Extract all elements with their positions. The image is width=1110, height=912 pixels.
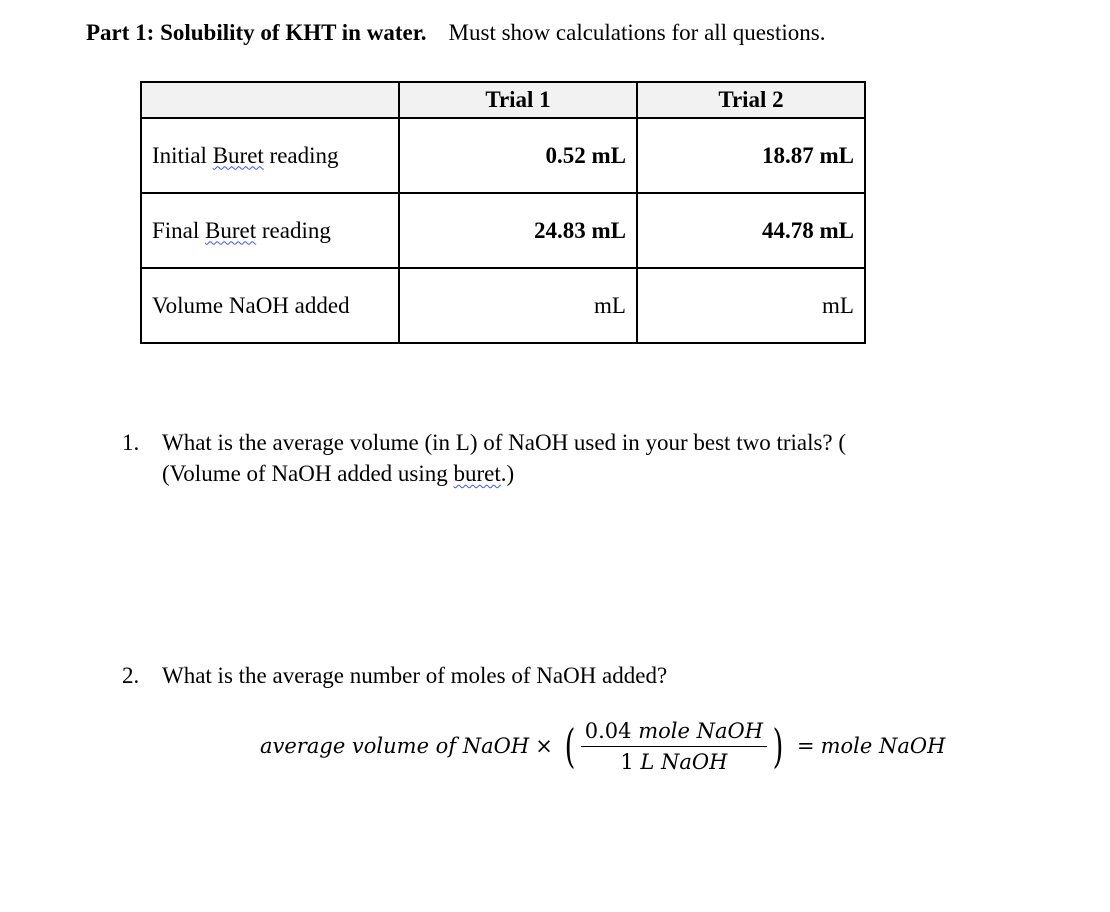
left-paren: ( [564, 719, 576, 773]
table-row-final [141, 193, 865, 268]
initial-trial-2-value[interactable]: 18.87 mL [637, 118, 865, 193]
question-text: What is the average volume (in L) of NaOH used in your best two trials? ( [162, 430, 847, 455]
spellcheck-word: buret [453, 461, 501, 486]
section-heading [86, 20, 825, 46]
spellcheck-word: Buret [212, 142, 264, 168]
initial-trial-1-value[interactable]: 0.52 mL [399, 118, 637, 193]
equals-sign: = [796, 734, 815, 758]
header-trial-1: Trial 1 [399, 82, 637, 118]
final-trial-2-value[interactable]: 44.78 mL [637, 193, 865, 268]
final-trial-1-value[interactable]: 24.83 mL [399, 193, 637, 268]
header-blank [141, 82, 399, 118]
question-2 [122, 660, 1022, 691]
fraction-denominator: 1 L NaOH [620, 749, 728, 774]
table-header-row [141, 82, 865, 118]
row-label-initial: Initial Buret reading [141, 118, 399, 193]
question-text: What is the average number of moles of NaOH added? [162, 663, 668, 688]
fraction-numerator: 0.04 mole NaOH [581, 719, 767, 747]
volume-trial-1-value[interactable]: mL [399, 268, 637, 343]
buret-readings-table [140, 81, 866, 344]
header-trial-2: Trial 2 [637, 82, 865, 118]
volume-trial-2-value[interactable]: mL [637, 268, 865, 343]
question-number: 1. [122, 430, 140, 455]
table-row-initial [141, 118, 865, 193]
table-row-volume [141, 268, 865, 343]
section-instructions: Must show calculations for all questions. [448, 20, 826, 45]
row-label-final: Final Buret reading [141, 193, 399, 268]
right-paren: ) [772, 719, 784, 773]
conversion-fraction [581, 719, 767, 774]
question-number: 2. [122, 663, 140, 688]
row-label-volume: Volume NaOH added [141, 268, 399, 343]
question-1: 1. What is the average volume (in L) of NaOH used in your best two trials? ( (Volume of NaOH added using buret.) [122, 427, 1022, 489]
section-title: Part 1: Solubility of KHT in water. [86, 20, 427, 45]
moles-equation [260, 713, 945, 779]
equation-left-term: average volume of NaOH [260, 734, 530, 758]
equation-result: mole NaOH [820, 734, 946, 758]
spellcheck-word: Buret [205, 217, 257, 243]
times-sign: × [535, 734, 553, 758]
